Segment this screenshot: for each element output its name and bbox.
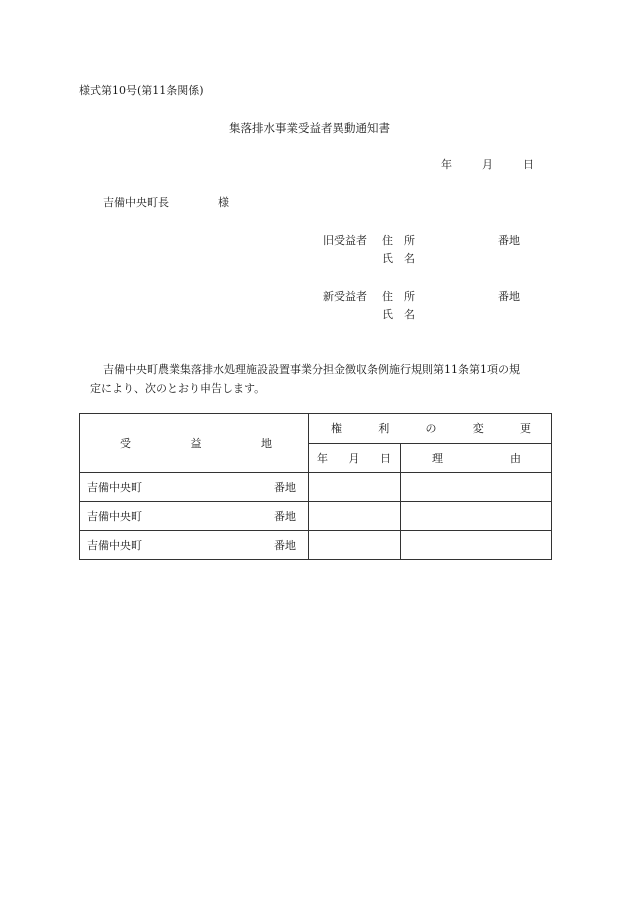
date-cell xyxy=(309,473,401,502)
header-change-char: 利 xyxy=(378,422,390,436)
land-cell xyxy=(80,473,309,502)
header-change-char: の xyxy=(425,422,437,436)
reason-cell xyxy=(401,502,552,531)
land-cell xyxy=(80,531,309,560)
old-beneficiary-label: 旧受益者 xyxy=(323,234,367,247)
land-town: 吉備中央町 xyxy=(87,539,142,552)
header-reason xyxy=(401,443,552,473)
land-cell xyxy=(80,502,309,531)
new-address-label: 住 所 xyxy=(382,290,415,303)
old-address-suffix: 番地 xyxy=(498,234,520,247)
land-suffix: 番地 xyxy=(274,510,296,523)
reason-cell xyxy=(401,531,552,560)
date-year: 年 xyxy=(441,158,452,171)
date-cell xyxy=(309,531,401,560)
table-row xyxy=(80,531,552,560)
land-rights-table xyxy=(79,413,552,560)
header-land xyxy=(80,414,309,473)
land-suffix: 番地 xyxy=(274,481,296,494)
document-title: 集落排水事業受益者異動通知書 xyxy=(229,121,390,135)
header-reason-char: 由 xyxy=(510,451,521,465)
date-day: 日 xyxy=(523,158,534,171)
new-beneficiary-label: 新受益者 xyxy=(323,290,367,303)
header-date-day: 日 xyxy=(380,451,391,465)
header-land-char: 受 xyxy=(120,437,131,450)
header-date-month: 月 xyxy=(348,451,360,465)
addressee-name: 吉備中央町長 xyxy=(103,196,169,209)
land-town: 吉備中央町 xyxy=(87,510,142,523)
addressee-honorific: 様 xyxy=(218,196,229,209)
date-line xyxy=(441,156,534,172)
table-row xyxy=(80,473,552,502)
header-change-char: 更 xyxy=(520,422,531,436)
reason-cell xyxy=(401,473,552,502)
header-change-char: 権 xyxy=(331,422,342,436)
new-address-suffix: 番地 xyxy=(498,290,520,303)
body-text-line1: 吉備中央町農業集落排水処理施設設置事業分担金徴収条例施行規則第11条第1項の規 xyxy=(103,363,520,376)
form-number: 様式第10号(第11条関係) xyxy=(79,84,204,97)
new-name-label: 氏 名 xyxy=(382,308,415,321)
old-name-label: 氏 名 xyxy=(382,252,415,265)
land-town: 吉備中央町 xyxy=(87,481,142,494)
table-row xyxy=(80,502,552,531)
header-land-char: 益 xyxy=(190,437,202,450)
header-change-char: 変 xyxy=(472,422,484,436)
date-month: 月 xyxy=(482,158,493,171)
date-cell xyxy=(309,502,401,531)
header-land-char: 地 xyxy=(261,437,272,450)
header-reason-char: 理 xyxy=(432,451,443,465)
land-suffix: 番地 xyxy=(274,539,296,552)
header-date-year: 年 xyxy=(317,451,328,465)
body-text-line2: 定により、次のとおり申告します。 xyxy=(90,382,266,395)
header-date xyxy=(309,443,401,473)
header-rights-change xyxy=(309,414,552,444)
old-address-label: 住 所 xyxy=(382,234,415,247)
